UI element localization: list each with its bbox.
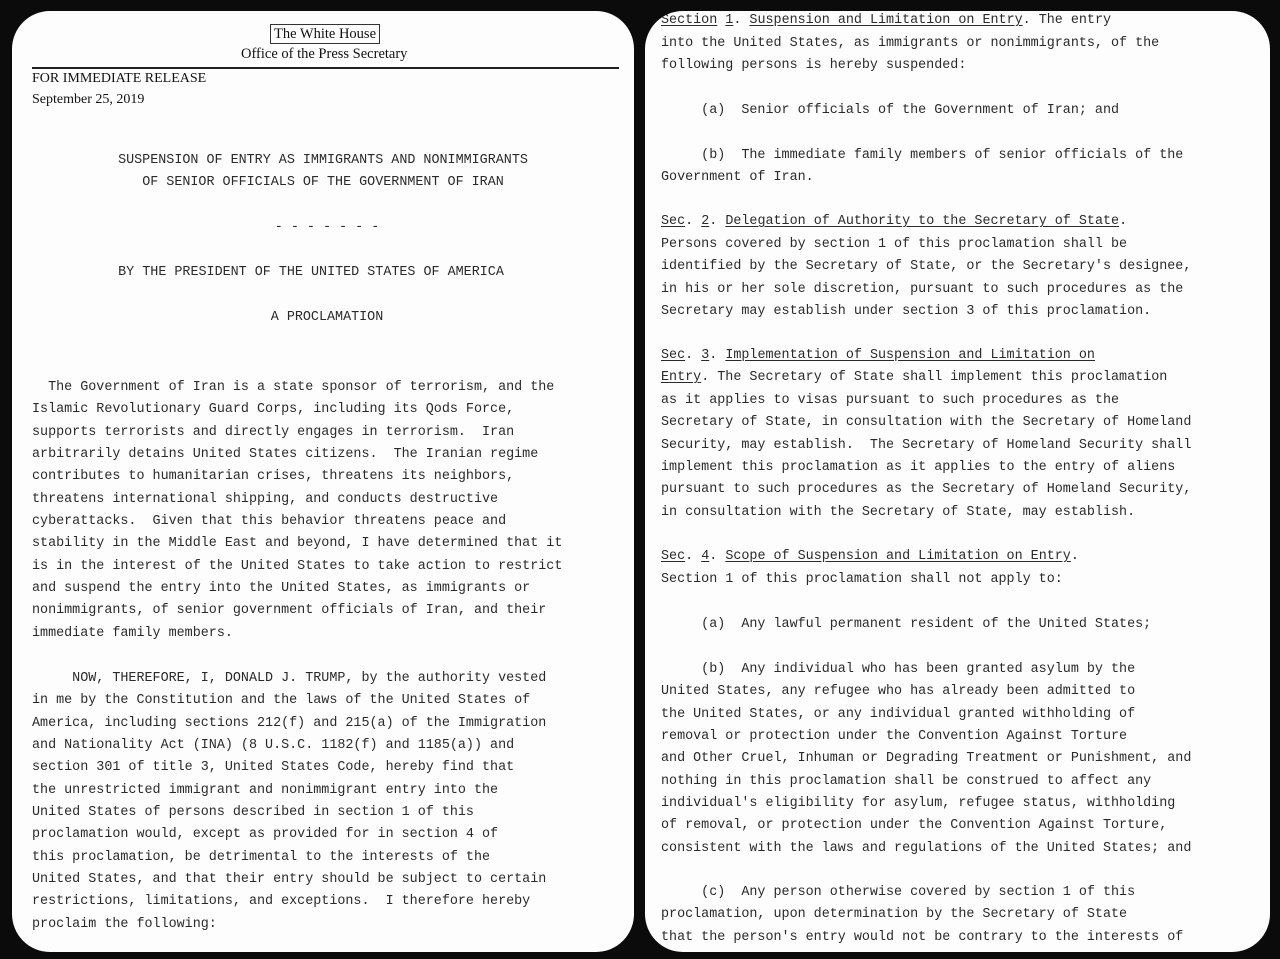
- now-therefore-paragraph: NOW, THEREFORE, I, DONALD J. TRUMP, by the authority vested in me by the Constitution and the laws of the United States of America, including sections 212(f) and 215(a) of the Immigration and Nationality Act (INA) (8 U.S.C. 1182(f) and 1185(a)) and section 301 of title 3, United States Code, hereby find that the unrestricted immigrant and nonimmigrant entry into the United States of persons described in section 1 of this proclamation would, except as provided for in section 4 of this proclamation, be detrimental to the interests of the United States, and that their entry should be subject to certain restrictions, limitations, and exceptions. I therefore hereby proclaim the following:: [32, 671, 547, 932]
- section-2-title: Delegation of Authority to the Secretary of State: [725, 214, 1120, 229]
- section-1-title: Suspension and Limitation on Entry: [749, 13, 1023, 28]
- proclamation-heading: A PROCLAMATION: [270, 310, 384, 325]
- section-3-title: Implementation of Suspension and Limitation on: [725, 348, 1095, 363]
- section-4-item-c: (c) Any person otherwise covered by section 1 of this proclamation, upon determination by the Secretary of State that the person's entry would not be contrary to the interests of: [661, 885, 1184, 945]
- white-house-title: The White House: [270, 24, 380, 44]
- right-document-page: [645, 11, 1270, 952]
- section-1-body: into the United States, as immigrants or nonimmigrants, of the following persons is hereby suspended:: [661, 36, 1160, 74]
- section-3-lead: The Secretary of State shall implement this proclamation: [717, 370, 1168, 385]
- section-3-number: 3: [701, 348, 710, 363]
- section-1-number: 1: [725, 13, 734, 28]
- section-4-heading-line: Sec. 4. Scope of Suspension and Limitation on Entry.: [661, 549, 1079, 564]
- section-3-label: Sec: [661, 348, 686, 363]
- by-the-president: BY THE PRESIDENT OF THE UNITED STATES OF AMERICA: [118, 265, 504, 280]
- section-2-heading-line: Sec. 2. Delegation of Authority to the Secretary of State.: [661, 214, 1128, 229]
- section-4-number: 4: [701, 549, 710, 564]
- separator-dashes: - - - - - - -: [274, 220, 380, 235]
- section-4-label: Sec: [661, 549, 686, 564]
- section-1-label: Section: [661, 13, 718, 28]
- section-4-title: Scope of Suspension and Limitation on Entry: [725, 549, 1071, 564]
- section-1-item-a: (a) Senior officials of the Government of Iran; and: [661, 103, 1120, 118]
- section-3-body: as it applies to visas pursuant to such procedures as the Secretary of State, in consultation with the Secretary of Homeland Security, may establish. The Secretary of Homeland Security shall implement this proclamation as it applies to the entry of aliens pursuant to such procedures as the Secretary of Homeland Security, in consultation with the Secretary of State, may establish.: [661, 393, 1192, 520]
- section-1-item-b: (b) The immediate family members of senior officials of the Government of Iran.: [661, 148, 1184, 186]
- release-date: September 25, 2019: [32, 92, 145, 107]
- title-line-2: OF SENIOR OFFICIALS OF THE GOVERNMENT OF IRAN: [142, 175, 504, 190]
- header-rule: [32, 67, 619, 69]
- preamble-paragraph: The Government of Iran is a state sponsor of terrorism, and the Islamic Revolutionary Guard Corps, including its Qods Force, supports terrorists and directly engages in terrorism. Iran arbitrarily detains United States citizens. The Iranian regime contributes to humanitarian crises, threatens its neighbors, threatens international shipping, and conducts destructive cyberattacks. Given that this behavior threatens peace and stability in the Middle East and beyond, I have determined that it is in the interest of the United States to take action to restrict and suspend the entry into the United States, as immigrants or nonimmigrants, of senior government officials of Iran, and their immediate family members.: [32, 380, 563, 641]
- section-4-item-a: (a) Any lawful permanent resident of the United States;: [661, 617, 1152, 632]
- title-line-1: SUSPENSION OF ENTRY AS IMMIGRANTS AND NONIMMIGRANTS: [118, 153, 528, 168]
- section-4-body: Section 1 of this proclamation shall not apply to:: [661, 572, 1063, 587]
- left-document-page: [12, 11, 634, 952]
- section-3-heading-line: Sec. 3. Implementation of Suspension and Limitation on: [661, 348, 1095, 363]
- section-2-label: Sec: [661, 214, 686, 229]
- section-3-title-cont: Entry: [661, 370, 702, 385]
- section-1-lead: The entry: [1038, 13, 1112, 28]
- section-1-heading-line: Section 1. Suspension and Limitation on Entry. The entry: [661, 13, 1112, 28]
- section-4-item-b: (b) Any individual who has been granted asylum by the United States, any refugee who has already been admitted to the United States, or any individual granted withholding of removal or protection under the Convention Against Torture and Other Cruel, Inhuman or Degrading Treatment or Punishment, and nothing in this proclamation shall be construed to affect any individual's eligibility for asylum, refugee status, withholding of removal, or protection under the Convention Against Torture, consistent with the laws and regulations of the United States; and: [661, 662, 1192, 856]
- press-secretary-office: Office of the Press Secretary: [241, 46, 408, 62]
- section-2-body: Persons covered by section 1 of this proclamation shall be identified by the Secretary of State, or the Secretary's designee, in his or her sole discretion, pursuant to such procedures as the Secretary may establish under section 3 of this proclamation.: [661, 237, 1192, 320]
- section-3-heading-line-2: Entry. The Secretary of State shall implement this proclamation: [661, 370, 1168, 385]
- section-2-number: 2: [701, 214, 710, 229]
- release-label: FOR IMMEDIATE RELEASE: [32, 71, 207, 86]
